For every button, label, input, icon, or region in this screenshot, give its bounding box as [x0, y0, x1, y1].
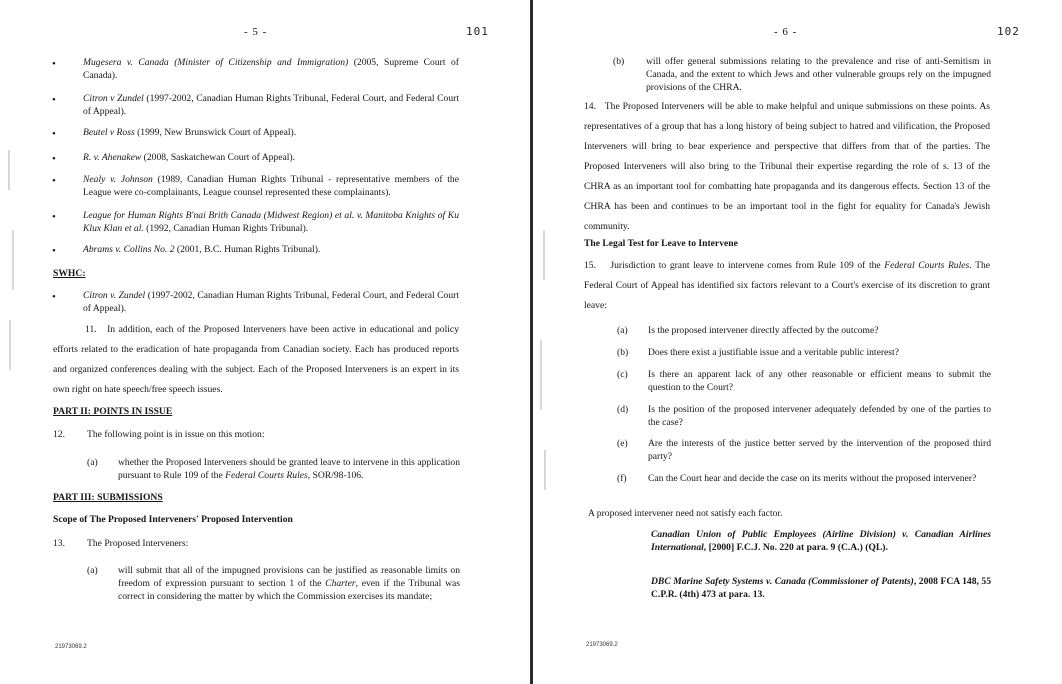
- case-bullet: R. v. Ahenakew (2008, Saskatchewan Court of Appeal).: [83, 152, 295, 163]
- item-label: (a): [87, 565, 98, 576]
- citation: DBC Marine Safety Systems v. Canada (Commissioner of Patents), 2008 FCA 148, 55 C.P.R. (4th) 473 at para. 13.: [651, 576, 992, 600]
- case-bullet: Abrams v. Collins No. 2 (2001, B.C. Human Rights Tribunal).: [83, 244, 321, 255]
- footer-doc-id: 21973069.2: [586, 642, 618, 648]
- factor-item: Is the proposed intervener directly affected by the outcome?: [648, 325, 879, 336]
- paragraph-number: 13.: [53, 538, 65, 549]
- page-number: - 6 -: [774, 26, 798, 38]
- sub-heading: The Legal Test for Leave to Intervene: [584, 238, 738, 249]
- case-bullet: Beutel v Ross (1999, New Brunswick Court of Appeal).: [83, 127, 297, 138]
- item-13a: will submit that all of the impugned provisions can be justified as reasonable limits on freedom of expression pursuant to section 1 of the Charter, even if the Tribunal was correct in considering the matter by which the Commission exercises its mandate;: [118, 565, 460, 602]
- bullet-icon: •: [52, 58, 56, 70]
- sub-heading: Scope of The Proposed Interveners' Proposed Intervention: [53, 514, 293, 525]
- bullet-icon: •: [52, 128, 56, 140]
- factor-label: (f): [617, 473, 627, 484]
- bullet-icon: •: [52, 153, 56, 165]
- document-page-number: 102: [997, 25, 1020, 38]
- paragraph-14: 14. The Proposed Interveners will be able to make helpful and unique submissions on these points. As representatives of a group that has a long history of being subject to hatred and vilification, the Proposed Interveners will bring to bear experience and perspective that differs from that of the parties. The Proposed Interveners will also bring to the Tribunal their expertise regarding the role of s. 13 of the CHRA as an important tool for combatting hate propaganda and its dangerous effects. Section 13 of the CHRA has been and continues to be an important tool in the fight for equality for Canada's Jewish community.: [584, 101, 990, 232]
- section-heading-swhc: SWHC:: [53, 268, 86, 279]
- bullet-icon: •: [52, 245, 56, 257]
- scan-artifact: [12, 230, 14, 290]
- case-bullet: Mugesera v. Canada (Minister of Citizenship and Immigration) (2005, Supreme Court of Canada).: [83, 57, 459, 81]
- factor-label: (c): [617, 369, 628, 380]
- paragraph-number: 12.: [53, 429, 65, 440]
- paragraph-11: 11. In addition, each of the Proposed Interveners have been active in educational and policy efforts related to the eradication of hate propaganda from Canadian society. Each has produced reports and organized conferences dealing with the subject. Each of the Proposed Interveners is an expert in its own right on hate speech/free speech issues.: [53, 324, 459, 395]
- part-heading: PART III: SUBMISSIONS: [53, 492, 163, 503]
- bullet-icon: •: [52, 175, 56, 187]
- item-13b: will offer general submissions relating to the prevalence and rise of anti-Semitism in Canada, and the extent to which Jews and other vulnerable groups rely on the impugned provisions of the CHRA.: [646, 56, 991, 93]
- factor-item: Are the interests of the justice better served by the intervention of the proposed third party?: [648, 438, 991, 462]
- paragraph-15: 15. Jurisdiction to grant leave to intervene comes from Rule 109 of the Federal Courts Rules. The Federal Court of Appeal has identified six factors relevant to a Court's exercise of its discretion to grant leave:: [584, 260, 991, 311]
- factor-label: (a): [617, 325, 628, 336]
- case-bullet: Citron v. Zundel (1997-2002, Canadian Human Rights Tribunal, Federal Court, and Federal Court of Appeal).: [83, 290, 460, 314]
- factor-item: Is the position of the proposed intervener adequately defended by one of the parties to the case?: [648, 404, 991, 428]
- scan-artifact: [543, 230, 545, 280]
- factor-label: (e): [617, 438, 628, 449]
- document-page-left: [0, 0, 530, 684]
- citation: Canadian Union of Public Employees (Airline Division) v. Canadian Airlines International, [2000] F.C.J. No. 220 at para. 9 (C.A.) (QL).: [651, 529, 991, 553]
- bullet-icon: •: [52, 211, 56, 223]
- factor-item: Does there exist a justifiable issue and a veritable public interest?: [648, 347, 899, 358]
- factor-label: (b): [617, 347, 629, 358]
- case-bullet: Citron v Zundel (1997-2002, Canadian Human Rights Tribunal, Federal Court, and Federal Court of Appeal).: [83, 93, 460, 117]
- page-number: - 5 -: [244, 26, 268, 38]
- case-bullet: League for Human Rights B'nai Brith Canada (Midwest Region) et al. v. Manitoba Knights of Ku Klux Klan et al. (1992, Canadian Human Rights Tribunal).: [83, 210, 459, 234]
- note-text: A proposed intervener need not satisfy each factor.: [588, 508, 783, 519]
- item-12a: whether the Proposed Interveners should be granted leave to intervene in this application pursuant to Rule 109 of the Federal Courts Rules, SOR/98-106.: [118, 457, 460, 481]
- scan-artifact: [8, 150, 10, 190]
- scan-artifact: [9, 320, 11, 370]
- scan-artifact: [544, 450, 546, 490]
- footer-doc-id: 21973069.2: [55, 644, 87, 650]
- factor-item: Can the Court hear and decide the case on its merits without the proposed intervener?: [648, 473, 977, 484]
- factor-item: Is there an apparent lack of any other reasonable or efficient means to submit the question to the Court?: [648, 369, 991, 393]
- factor-label: (d): [617, 404, 629, 415]
- bullet-icon: •: [52, 94, 56, 106]
- item-label: (b): [613, 56, 625, 67]
- paragraph-13: The Proposed Interveners:: [87, 538, 189, 549]
- paragraph-12: The following point is in issue on this motion:: [87, 429, 265, 440]
- item-label: (a): [87, 457, 98, 468]
- bullet-icon: •: [52, 291, 56, 303]
- scan-artifact: [540, 340, 542, 410]
- document-page-number: 101: [466, 25, 489, 38]
- part-heading: PART II: POINTS IN ISSUE: [53, 406, 173, 417]
- case-bullet: Nealy v. Johnson (1989, Canadian Human Rights Tribunal - representative members of the League were co-complainants, League counsel represented these complainants).: [83, 174, 459, 198]
- document-page-right: [533, 0, 1062, 684]
